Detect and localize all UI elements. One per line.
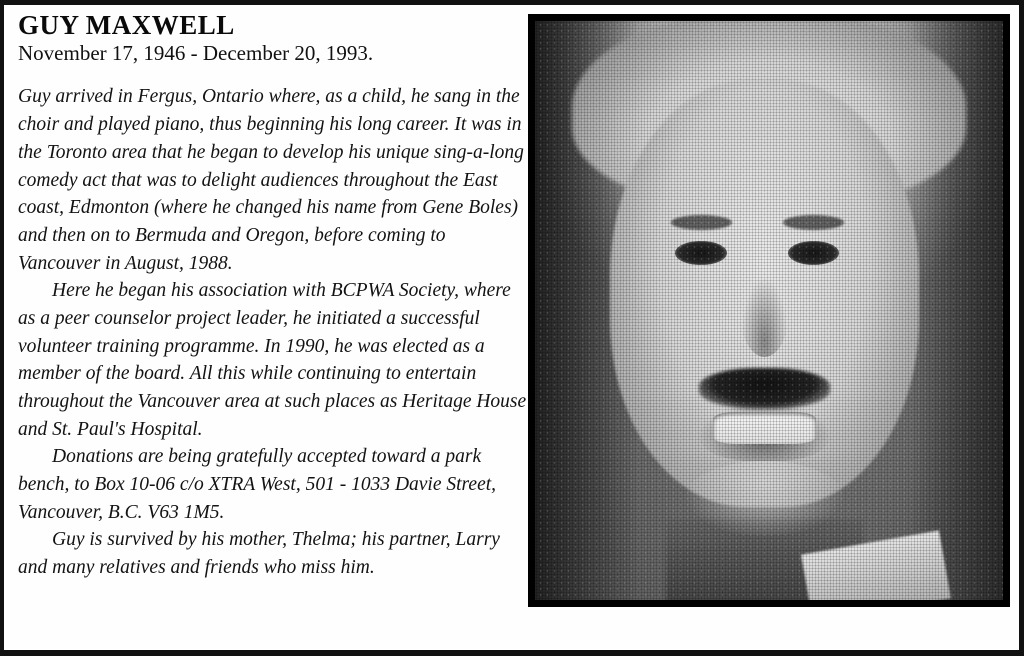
photo-eyebrow-left [671,215,732,230]
photo-eye-left [675,241,726,265]
photo-teeth [713,412,816,444]
portrait-photo-frame [528,14,1010,607]
paragraph: Donations are being gratefully accepted toward a park bench, to Box 10-06 c/o XTRA West, 501 - 1033 Davie Street, Vancouver, B.C. V63 1M5. [18,446,497,523]
photo-nose [741,276,788,357]
obituary-text-column [18,11,528,582]
life-dates: November 17, 1946 - December 20, 1993. [18,41,374,66]
paragraph: Guy is survived by his mother, Thelma; his partner, Larry and many relatives and friends who miss him. [18,529,500,579]
photo-chin [685,461,844,536]
paragraph: Guy arrived in Fergus, Ontario where, as a child, he sang in the choir and played piano, thus beginning his long career. It was in the Toronto area that he began to develop his unique sing-a-long comedy act that was to delight audiences throughout the East coast, Edmonton (where he changed his name from Gene Boles) and then on to Bermuda and Oregon, before coming to Vancouver in August, 1988. [18,86,524,274]
paragraph: Here he began his association with BCPWA Society, where as a peer counselor project leader, he initiated a successful volunteer training programme. In 1990, he was elected as a member of the board. All this while continuing to entertain throughout the Vancouver area at such places as Heritage House and St. Paul's Hospital. [18,280,527,440]
page-title: GUY MAXWELL [18,10,235,40]
portrait-photo [535,21,1003,600]
clipping-content [4,5,1019,650]
obituary-body [18,83,528,581]
photo-eyebrow-right [783,215,844,230]
photo-moustache [699,368,830,409]
